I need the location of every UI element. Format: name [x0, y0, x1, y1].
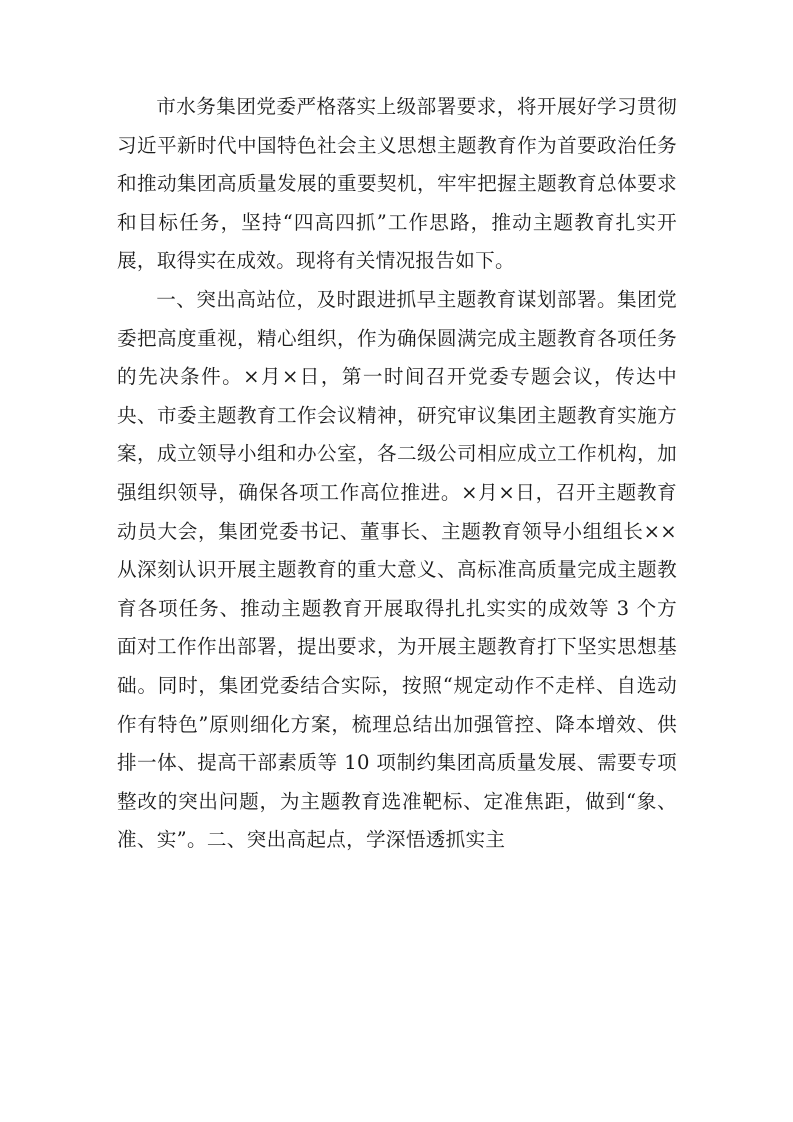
paragraph-section-one: 一、突出高站位，及时跟进抓早主题教育谋划部署。集团党委把高度重视，精心组织，作为确保圆满完成主题教育各项任务的先决条件。×月×日，第一时间召开党委专题会议，传达中央、市委主题教育工作会议精神，研究审议集团主题教育实施方案，成立领导小组和办公室，各二级公司相应成立工作机构，加强组织领导，确保各项工作高位推进。×月×日，召开主题教育动员大会，集团党委书记、董事长、主题教育领导小组组长××从深刻认识开展主题教育的重大意义、高标准高质量完成主题教育各项任务、推动主题教育开展取得扎扎实实的成效等 3 个方面对工作作出部署，提出要求，为开展主题教育打下坚实思想基础。同时，集团党委结合实际，按照“规定动作不走样、自选动作有特色”原则细化方案，梳理总结出加强管控、降本增效、供排一体、提高干部素质等 10 项制约集团高质量发展、需要专项整改的突出问题，为主题教育选准靶标、定准焦距，做到“象、准、实”。二、突出高起点，学深悟透抓实主	[117, 287, 677, 852]
paragraph-intro: 市水务集团党委严格落实上级部署要求，将开展好学习贯彻习近平新时代中国特色社会主义思想主题教育作为首要政治任务和推动集团高质量发展的重要契机，牢牢把握主题教育总体要求和目标任务，坚持“四高四抓”工作思路，推动主题教育扎实开展，取得实在成效。现将有关情况报告如下。	[117, 95, 677, 273]
document-body	[117, 88, 677, 860]
